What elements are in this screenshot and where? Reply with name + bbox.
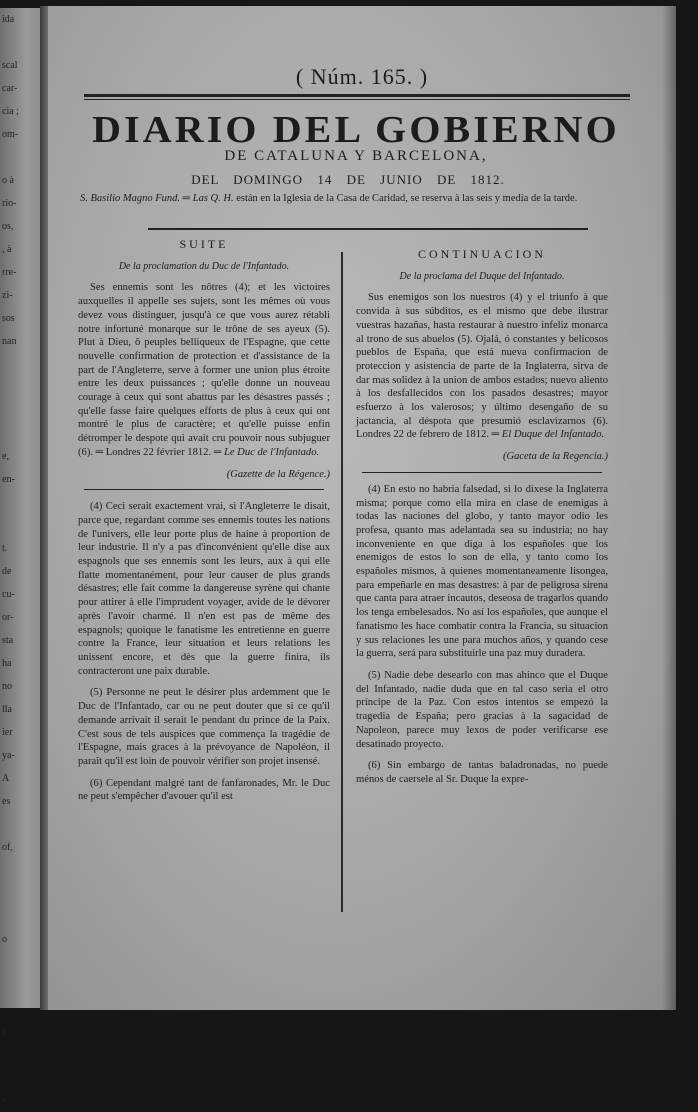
right-note-4: (4) En esto no habria falsedad, si lo dixese la Inglaterra misma; porque como ella mira en clase de enemigas à todas las naciones del globo, y tanto mayor odio les profesa, quanto mas adelantada sea su industria; no hay inconveniente en que diga à los españoles que los enemigos de estos lo son de ella, y tanto como los españoles mismos, à quienes momentaneamente lisongea, para empeñarle en mas desastres: à par de peligrosa sirena que canta para atraer incautos, deseosa de tragarlos quando los tenga embelesados. No así los españoles, que aunque el fanatismo les hace combatir contra la Francia, su situacion y sus relaciones les une para muchos años, y quando cese la guerra, será para substituirle una paz muy duradera. bbox=[356, 483, 608, 660]
facing-page-fragment: ida bbox=[2, 14, 15, 25]
facing-page-fragment bbox=[0, 859, 44, 882]
facing-page-fragment: om- bbox=[2, 129, 19, 140]
facing-page-fragment: t. bbox=[2, 543, 8, 554]
right-subheading: De la proclama del Duque del Infantado. bbox=[399, 270, 565, 282]
masthead-subtitle: DE CATALUNA Y BARCELONA, bbox=[224, 148, 488, 164]
left-paragraph-1: Ses ennemis sont les nôtres (4); et les victoires auxquelles il appelle ses sujets, sont les mêmes où vous devez vous distinguer, jusqu'à ce que vous aurez rétabli notre infortuné monarque sur le trône de ses ayeux (5). Plut à Dieu, ô peuples belliqueux de l'Espagne, que cette nouvelle confirmation de protection et d'assistance de la part de l'Angleterre, serve à former une union plus étroite entre les deux puissances ; qu'elle donne un nouveau courage à ceux qui sont abattus par les désastres passés ; qu'elle fasse faire quelques efforts de plus à ceux qui ont montré le plus de caractère; et qu'elle puisse enfin détromper le despote qui avait cru pouvoir nous subjuguer (6). ═ Londres 22 février 1812. ═ Le Duc de l'Infantado. bbox=[78, 282, 330, 458]
header-bottom-rule bbox=[148, 228, 588, 230]
facing-page-fragment: cu- bbox=[2, 589, 15, 600]
newspaper-page bbox=[48, 6, 676, 1010]
facing-page-fragment: zi- bbox=[2, 290, 13, 301]
facing-page-fragment: en- bbox=[2, 474, 15, 485]
facing-page-fragment bbox=[0, 1043, 44, 1066]
facing-page-fragment: v bbox=[2, 1095, 7, 1106]
facing-page-fragment: cia ; bbox=[2, 106, 19, 117]
saints-text: están en la Iglesia de la Casa de Caridad, se reserva à las seis y media de la tarde. bbox=[233, 193, 578, 204]
facing-page-fragment: ha bbox=[2, 658, 12, 669]
column-divider bbox=[341, 252, 343, 912]
facing-page-fragment bbox=[0, 514, 44, 537]
left-note-5: (5) Personne ne peut le désirer plus ardemment que le Duc de l'Infantado, car ou ne peut douter que si ce qu'il demande arrivait il serait le pendant du prince de la Paix. C'est sous de tels auspices que commença la tragédie de l'Espagne, mais graces à la prévoyance de Napoléon, il paraît qu'il est loin de pouvoir vérifier son projet insensé. bbox=[78, 687, 330, 767]
facing-page-fragment: de bbox=[2, 566, 12, 577]
top-rule-thin bbox=[84, 99, 630, 100]
facing-page-fragment bbox=[0, 376, 44, 399]
left-note-4: (4) Ceci serait exactement vrai, si l'Angleterre le disait, parce que, regardant comme ses ennemis toutes les nations de l'univers, elle leur porte plus de haine à proportion de leur industrie. Il n'y a pas d'inconvénient qu'elle dise aux espagnols que ses ennemis sont les leurs, aux à qui elle flatte momentanément, pour leur causer de plus grands désastres; elle fait comme la dangereuse syrène qui chante pour attirer à elle l'imprudent voyager, avide de le dévorer après l'avoir charmé. Il n'en est pas de même des espagnols; quoique le fanatisme les entretienne en guerre contre la France, leur situation et leurs relations les unissent encore, et dès que la guerre finira, ils contracteront une paix durable. bbox=[78, 501, 330, 677]
facing-page-fragment: ier bbox=[2, 727, 13, 738]
facing-page-fragment: , à bbox=[2, 244, 12, 255]
facing-page-fragment bbox=[0, 422, 44, 445]
right-note-rule bbox=[362, 472, 602, 473]
issue-date: DEL DOMINGO 14 DE JUNIO DE 1812. bbox=[191, 172, 505, 187]
top-rule bbox=[84, 94, 630, 97]
facing-page-fragment bbox=[0, 951, 44, 974]
left-source: (Gazette de la Régence.) bbox=[226, 468, 330, 480]
facing-page-fragment: rre- bbox=[2, 267, 17, 278]
facing-page-fragment bbox=[0, 905, 44, 928]
facing-page-fragment: car- bbox=[2, 83, 18, 94]
facing-page-fragment: scal bbox=[2, 60, 18, 71]
facing-page-fragment: or- bbox=[2, 612, 14, 623]
right-column bbox=[356, 248, 608, 795]
facing-page-fragment: A bbox=[2, 773, 10, 784]
facing-page-fragment: e, bbox=[2, 451, 9, 462]
facing-page-fragment: o à bbox=[2, 175, 14, 186]
right-note-6: (6) Sin embargo de tantas baladronadas, no puede ménos de caersele al Sr. Duque la expre- bbox=[356, 760, 608, 785]
masthead-title: DIARIO DEL GOBIERNO bbox=[92, 109, 620, 151]
facing-page-fragment: lla bbox=[2, 704, 12, 715]
facing-page-fragment: y bbox=[2, 1026, 7, 1037]
left-column bbox=[78, 238, 330, 812]
facing-page-fragment bbox=[0, 1066, 44, 1089]
left-heading: SUITE bbox=[179, 237, 229, 251]
facing-page-fragment: sta bbox=[2, 635, 14, 646]
facing-page-fragment bbox=[0, 882, 44, 905]
facing-page-fragment: o bbox=[2, 934, 7, 945]
facing-page-fragment: ya- bbox=[2, 750, 15, 761]
facing-page-fragment: no bbox=[2, 681, 12, 692]
facing-page-fragment bbox=[0, 491, 44, 514]
facing-page-fragment bbox=[0, 813, 44, 836]
facing-page-fragment: nan bbox=[2, 336, 17, 347]
facing-page-fragment bbox=[0, 974, 44, 997]
facing-page-fragment bbox=[0, 997, 44, 1020]
facing-page-fragment: of, bbox=[2, 842, 13, 853]
saints-of-the-day bbox=[80, 192, 640, 206]
facing-page-fragment: rio- bbox=[2, 198, 17, 209]
facing-page-fragment: es bbox=[2, 796, 11, 807]
left-signature: Le Duc de l'Infantado. bbox=[223, 446, 320, 458]
right-heading: CONTINUACION bbox=[418, 247, 546, 261]
issue-number: ( Núm. 165. ) bbox=[295, 64, 429, 89]
facing-page-fragment bbox=[0, 353, 44, 376]
saints-italic: S. Basilio Magno Fund. ═ Las Q. H. bbox=[80, 193, 234, 204]
facing-page-fragment bbox=[0, 399, 44, 422]
facing-page-fragment bbox=[0, 31, 44, 54]
right-source: (Gaceta de la Regencia.) bbox=[503, 451, 608, 463]
right-signature: El Duque del Infantado. bbox=[501, 429, 605, 441]
right-paragraph-1: Sus enemigos son los nuestros (4) y el triunfo à que convida à sus súbditos, es el mismo que debe ilustrar vuestras hazañas, hasta restaurar à nuestro infeliz monarca al trono de sus abuelos (5). Ojalá, ó constantes y belicosos pueblos de España, que está nueva confirmacion de proteccion y asistencia de parte de la Inglaterra, sirva de dar mas solidez à la union de ambos estados; nuevo aliento à los desfallecidos con los pasados desastres; mayor esfuerzo à los valerosos; y último desengaño de su jactancia, al déspota que presumió esclavizarnos (6). Londres 22 de febrero de 1812. ═ El Duque del Infantado. bbox=[356, 292, 608, 441]
facing-page-fragment: os, bbox=[2, 221, 14, 232]
left-subheading: De la proclamation du Duc de l'Infantado. bbox=[118, 260, 290, 272]
left-note-rule bbox=[84, 489, 324, 490]
facing-page-edge bbox=[0, 8, 44, 1106]
left-note-6: (6) Cependant malgré tant de fanfaronades, Mr. le Duc ne peut s'empêcher d'avouer qu'il est bbox=[78, 777, 330, 803]
facing-page-fragment: sos bbox=[2, 313, 15, 324]
right-note-5: (5) Nadie debe desearlo con mas ahinco que el Duque del Infantado, nadie duda que en tal caso seria el otro príncipe de la Paz. Con estos intentos se empezó la tragedia de España; pero gracias à la sagacidad de Napoleon, parece muy lexos de poder verificarse ese desatinado proyecto. bbox=[356, 669, 608, 750]
